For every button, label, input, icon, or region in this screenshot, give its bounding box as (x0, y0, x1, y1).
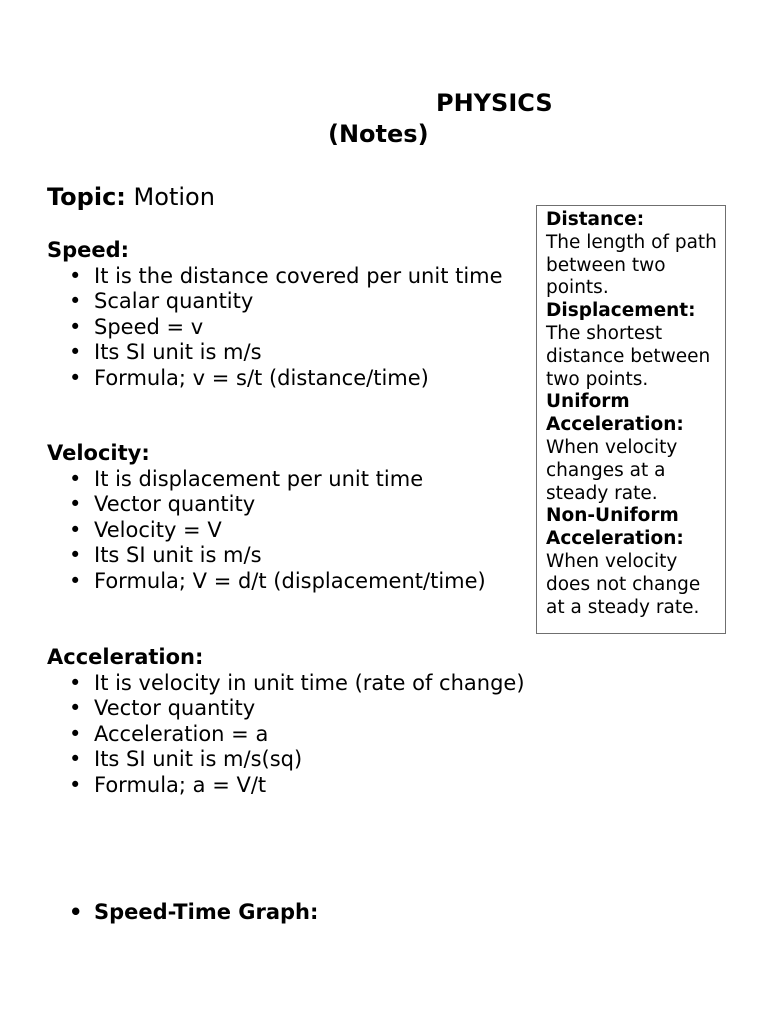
list-item: • Vector quantity (47, 696, 525, 722)
list-item: • It is the distance covered per unit time (47, 264, 503, 290)
list-item: • Its SI unit is m/s (47, 543, 486, 569)
definition-term: Non-Uniform Acceleration: (546, 505, 684, 550)
speed-time-graph-section (47, 900, 318, 926)
velocity-heading: Velocity: (47, 441, 150, 465)
speed-list (47, 264, 503, 392)
list-item: • It is velocity in unit time (rate of change) (47, 671, 525, 697)
definition-term: Uniform Acceleration: (546, 391, 684, 436)
definition-term: Displacement: (546, 300, 696, 322)
list-item: • Speed = v (47, 315, 503, 341)
list-item: • Velocity = V (47, 518, 486, 544)
list-item: • Its SI unit is m/s(sq) (47, 747, 525, 773)
acceleration-list (47, 671, 525, 799)
list-item: • Formula; a = V/t (47, 773, 525, 799)
speed-section (47, 238, 503, 391)
topic-value: Motion (133, 183, 215, 211)
acceleration-section (47, 645, 525, 798)
list-item: • Formula; v = s/t (distance/time) (47, 366, 503, 392)
definition-text: When velocity does not change at a steady rate. (546, 550, 701, 618)
list-item: • Speed-Time Graph: (47, 900, 318, 926)
page-title: PHYSICS (436, 89, 553, 117)
definition-text: The shortest distance between two points. (546, 322, 711, 390)
velocity-section (47, 441, 486, 594)
list-item: • Its SI unit is m/s (47, 340, 503, 366)
speed-heading: Speed: (47, 238, 130, 262)
list-item: • Vector quantity (47, 492, 486, 518)
definition-text: When velocity changes at a steady rate. (546, 436, 678, 504)
topic-label: Topic: (47, 183, 126, 211)
list-item: • Scalar quantity (47, 289, 503, 315)
definition-term: Distance: (546, 209, 645, 230)
list-item: • Formula; V = d/t (displacement/time) (47, 569, 486, 595)
velocity-list (47, 467, 486, 595)
definition-text: The length of path between two points. (546, 231, 717, 299)
list-item: • It is displacement per unit time (47, 467, 486, 493)
graph-list (47, 900, 318, 926)
list-item: • Acceleration = a (47, 722, 525, 748)
definitions-text-box (536, 205, 726, 634)
page-subtitle: (Notes) (328, 120, 429, 148)
acceleration-heading: Acceleration: (47, 645, 204, 669)
topic-line (47, 183, 215, 211)
